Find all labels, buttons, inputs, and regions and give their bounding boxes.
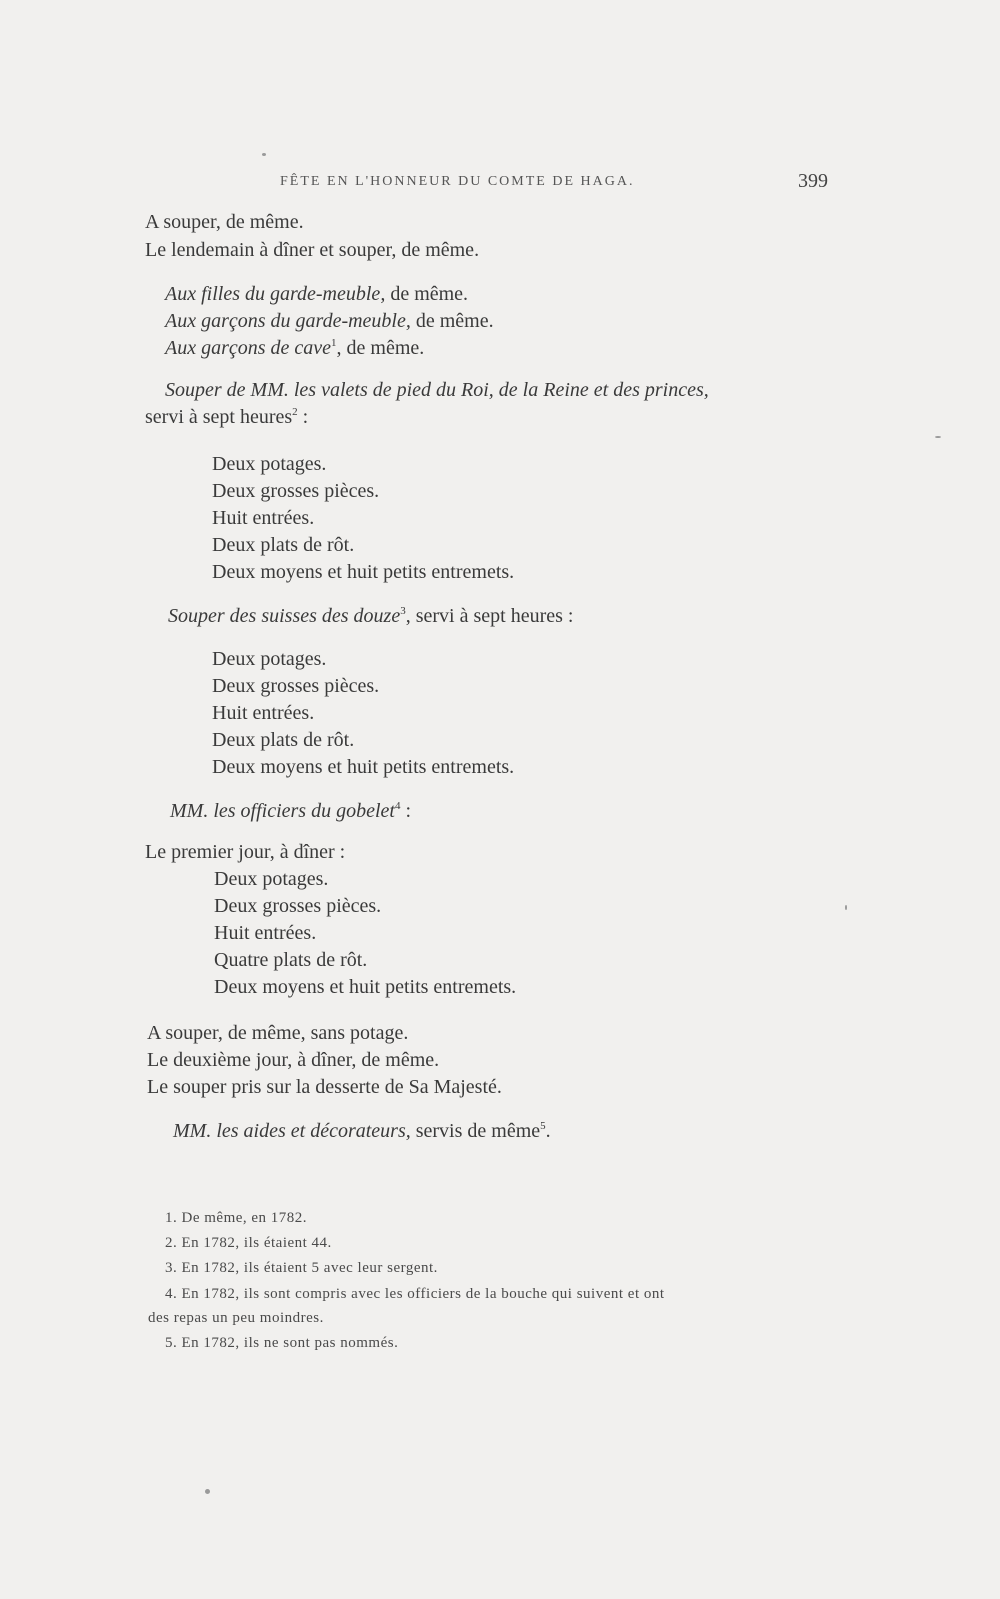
text-line bbox=[165, 336, 424, 360]
text-line bbox=[145, 405, 308, 429]
text-line: A souper, de même. bbox=[145, 211, 304, 233]
menu-item: Quatre plats de rôt. bbox=[214, 949, 368, 971]
text-span: servis de même bbox=[410, 1120, 541, 1142]
text-span: : bbox=[400, 800, 412, 822]
text-line: Le lendemain à dîner et souper, de même. bbox=[145, 239, 480, 261]
page-number: 399 bbox=[798, 170, 828, 192]
menu-item: Deux potages. bbox=[212, 453, 327, 475]
text-span: . bbox=[545, 1120, 551, 1142]
menu-item: Deux moyens et huit petits entremets. bbox=[212, 561, 515, 583]
text-line bbox=[173, 1119, 551, 1143]
text-span: : bbox=[297, 406, 309, 428]
menu-item: Deux grosses pièces. bbox=[212, 480, 380, 502]
footnote-ref: 5 bbox=[540, 1120, 546, 1132]
footnote: 3. En 1782, ils étaient 5 avec leur sergent. bbox=[165, 1260, 438, 1276]
menu-item: Deux potages. bbox=[214, 868, 329, 890]
paper-speck bbox=[935, 436, 941, 438]
text-span: servi à sept heures bbox=[145, 406, 293, 428]
running-header bbox=[148, 170, 828, 200]
footnote: 5. En 1782, ils ne sont pas nommés. bbox=[165, 1335, 399, 1351]
text-line bbox=[165, 309, 494, 333]
footnote: 4. En 1782, ils sont compris avec les officiers de la bouche qui suivent et ont bbox=[165, 1286, 665, 1302]
footnote-continuation: des repas un peu moindres. bbox=[148, 1310, 324, 1326]
text-span: de même. bbox=[410, 310, 494, 332]
menu-item: Huit entrées. bbox=[212, 702, 315, 724]
text-span: , de même. bbox=[336, 337, 425, 359]
menu-item: Huit entrées. bbox=[212, 507, 315, 529]
menu-item: Deux plats de rôt. bbox=[212, 534, 355, 556]
text-line bbox=[165, 282, 468, 306]
section-heading: Souper de MM. les valets de pied du Roi, de la Reine et des princes, bbox=[165, 379, 709, 401]
running-title: FÊTE EN L'HONNEUR DU COMTE DE HAGA. bbox=[280, 174, 635, 189]
italic-phrase: Souper des suisses des douze bbox=[168, 605, 401, 627]
italic-phrase: MM. les aides et décorateurs, bbox=[173, 1120, 411, 1142]
footnote: 2. En 1782, ils étaient 44. bbox=[165, 1235, 332, 1251]
menu-item: Deux grosses pièces. bbox=[212, 675, 380, 697]
text-line: Le deuxième jour, à dîner, de même. bbox=[147, 1049, 440, 1071]
text-line: Le souper pris sur la desserte de Sa Majesté. bbox=[147, 1076, 502, 1098]
paper-speck bbox=[845, 905, 847, 910]
text-span: de même. bbox=[385, 283, 469, 305]
footnote-ref: 3 bbox=[400, 605, 406, 617]
footnote-ref: 1 bbox=[331, 337, 337, 349]
italic-phrase: Aux garçons de cave bbox=[165, 337, 332, 359]
menu-item: Deux potages. bbox=[212, 648, 327, 670]
italic-phrase: Aux filles du garde-meuble, bbox=[165, 283, 386, 305]
footnote-ref: 4 bbox=[394, 800, 401, 812]
text-line: A souper, de même, sans potage. bbox=[147, 1022, 409, 1044]
text-span: , servi à sept heures : bbox=[405, 605, 574, 627]
italic-phrase: Aux garçons du garde-meuble, bbox=[165, 310, 411, 332]
footnote: 1. De même, en 1782. bbox=[165, 1210, 308, 1226]
menu-item: Huit entrées. bbox=[214, 922, 317, 944]
paper-speck bbox=[205, 1489, 210, 1494]
text-line bbox=[168, 604, 573, 628]
paper-speck bbox=[262, 153, 266, 156]
menu-item: Deux moyens et huit petits entremets. bbox=[214, 976, 517, 998]
italic-phrase: MM. les officiers du gobelet bbox=[170, 800, 395, 822]
menu-item: Deux plats de rôt. bbox=[212, 729, 355, 751]
menu-item: Deux grosses pièces. bbox=[214, 895, 382, 917]
menu-item: Deux moyens et huit petits entremets. bbox=[212, 756, 515, 778]
footnote-ref: 2 bbox=[292, 406, 298, 418]
text-line: Le premier jour, à dîner : bbox=[145, 841, 346, 863]
text-line bbox=[170, 799, 411, 823]
